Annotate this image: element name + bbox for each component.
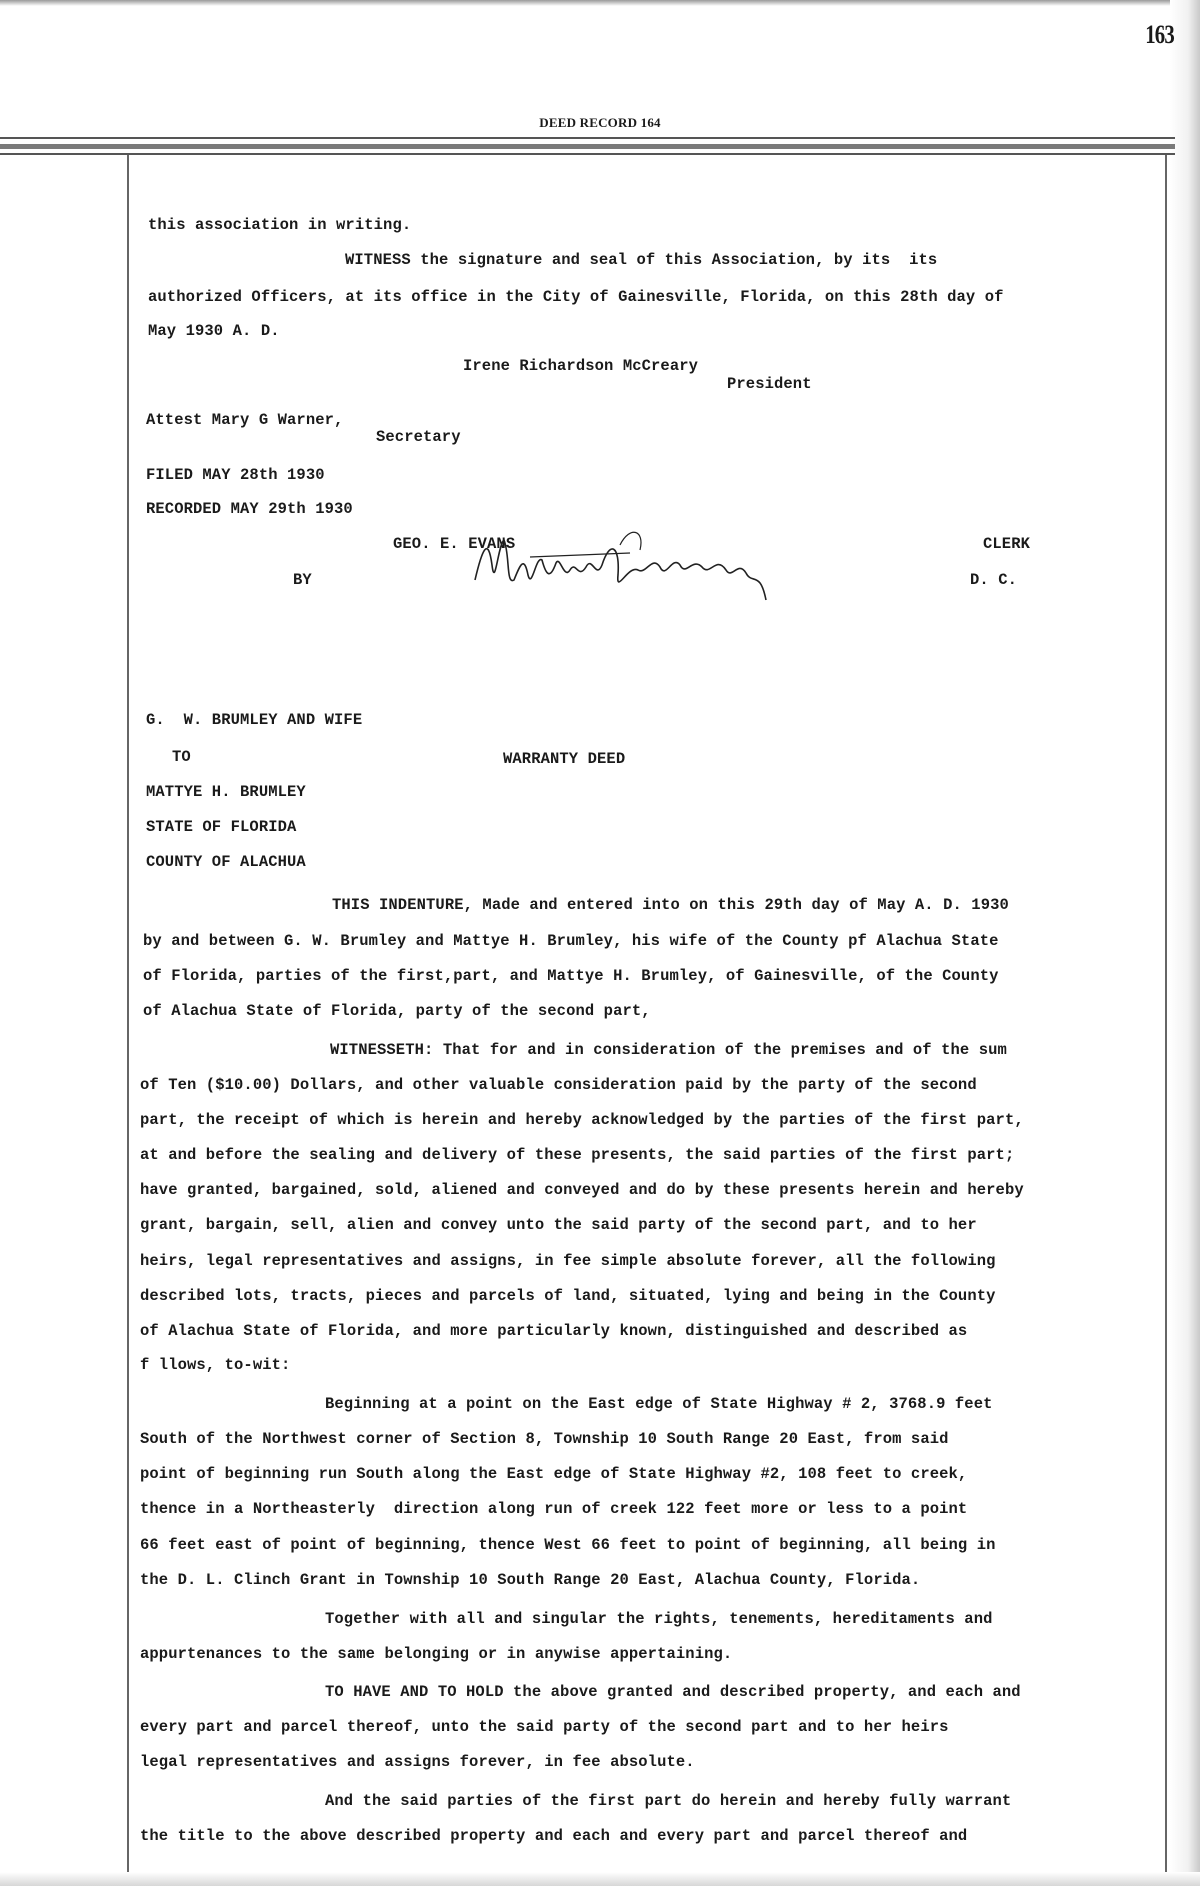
body-line: Together with all and singular the rights, tenements, hereditaments and <box>325 1610 993 1628</box>
body-line: every part and parcel thereof, unto the said party of the second part and to her heirs <box>140 1718 949 1736</box>
body-line: 66 feet east of point of beginning, thence West 66 feet to point of beginning, all being in <box>140 1536 996 1554</box>
state: STATE OF FLORIDA <box>146 818 297 836</box>
county: COUNTY OF ALACHUA <box>146 853 306 871</box>
body-line: Beginning at a point on the East edge of State Highway # 2, 3768.9 feet <box>325 1395 993 1413</box>
body-line: described lots, tracts, pieces and parcels of land, situated, lying and being in the County <box>140 1287 996 1305</box>
body-line: heirs, legal representatives and assigns, in fee simple absolute forever, all the following <box>140 1252 996 1270</box>
right-margin-rule <box>1165 155 1167 1885</box>
body-line: of Alachua State of Florida, and more particularly known, distinguished and described as <box>140 1322 968 1340</box>
witness-line: WITNESS the signature and seal of this Association, by its its <box>345 251 938 269</box>
body-line: thence in a Northeasterly direction along run of creek 122 feet more or less to a point <box>140 1500 968 1518</box>
body-line: have granted, bargained, sold, aliened and conveyed and do by these presents herein and hereby <box>140 1181 1024 1199</box>
body-line: grant, bargain, sell, alien and convey unto the said party of the second part, and to her <box>140 1216 977 1234</box>
body-line: of Ten ($10.00) Dollars, and other valuable consideration paid by the party of the second <box>140 1076 977 1094</box>
page-curl-shadow <box>1170 0 1200 1886</box>
body-line: at and before the sealing and delivery of these presents, the said parties of the first part; <box>140 1146 1015 1164</box>
body-line: WITNESSETH: That for and in consideration of the premises and of the sum <box>330 1041 1007 1059</box>
filed-date: FILED MAY 28th 1930 <box>146 466 325 484</box>
deed-type: WARRANTY DEED <box>503 750 626 768</box>
page-header-title: DEED RECORD 164 <box>539 115 661 130</box>
body-line: by and between G. W. Brumley and Mattye H. Brumley, his wife of the County pf Alachua State <box>143 932 999 950</box>
handwritten-signature <box>470 525 830 615</box>
left-margin-rule <box>127 155 129 1885</box>
president-name: Irene Richardson McCreary <box>463 357 699 375</box>
attest-line: Attest Mary G Warner, <box>146 411 344 429</box>
body-line: part, the receipt of which is herein and hereby acknowledged by the parties of the first part, <box>140 1111 1024 1129</box>
header-rule <box>0 153 1175 155</box>
page-bottom-edge <box>0 1872 1200 1886</box>
body-line: TO HAVE AND TO HOLD the above granted and described property, and each and <box>325 1683 1021 1701</box>
secretary-title: Secretary <box>376 428 461 446</box>
page-edge <box>0 0 1200 6</box>
grantee: MATTYE H. BRUMLEY <box>146 783 306 801</box>
to-label: TO <box>172 748 191 766</box>
witness-line: authorized Officers, at its office in the City of Gainesville, Florida, on this 28th day of <box>148 288 1004 306</box>
witness-line: May 1930 A. D. <box>148 322 280 340</box>
body-line: legal representatives and assigns forever, in fee absolute. <box>140 1753 695 1771</box>
header-rule <box>0 137 1175 139</box>
body-line: the D. L. Clinch Grant in Township 10 South Range 20 East, Alachua County, Florida. <box>140 1571 921 1589</box>
body-line: appurtenances to the same belonging or in anywise appertaining. <box>140 1645 733 1663</box>
body-line: of Alachua State of Florida, party of the second part, <box>143 1002 651 1020</box>
clerk-title: CLERK <box>983 535 1031 553</box>
body-line: point of beginning run South along the East edge of State Highway #2, 108 feet to creek, <box>140 1465 968 1483</box>
body-line: And the said parties of the first part do herein and hereby fully warrant <box>325 1792 1012 1810</box>
deputy-clerk-title: D. C. <box>970 571 1018 589</box>
body-line: South of the Northwest corner of Section 8, Township 10 South Range 20 East, from said <box>140 1430 949 1448</box>
header-rule <box>0 144 1175 149</box>
recorded-date: RECORDED MAY 29th 1930 <box>146 500 353 518</box>
closing-line: this association in writing. <box>148 216 412 234</box>
body-line: f llows, to-wit: <box>140 1356 291 1374</box>
page-number: 163 <box>1145 20 1174 49</box>
grantor: G. W. BRUMLEY AND WIFE <box>146 711 363 729</box>
by-label: BY <box>293 571 312 589</box>
body-line: of Florida, parties of the first,part, and Mattye H. Brumley, of Gainesville, of the County <box>143 967 999 985</box>
body-line: THIS INDENTURE, Made and entered into on this 29th day of May A. D. 1930 <box>332 896 1009 914</box>
president-title: President <box>727 375 812 393</box>
body-line: the title to the above described property and each and every part and parcel thereof and <box>140 1827 968 1845</box>
clerk-name: GEO. E. EVANS <box>393 535 516 553</box>
